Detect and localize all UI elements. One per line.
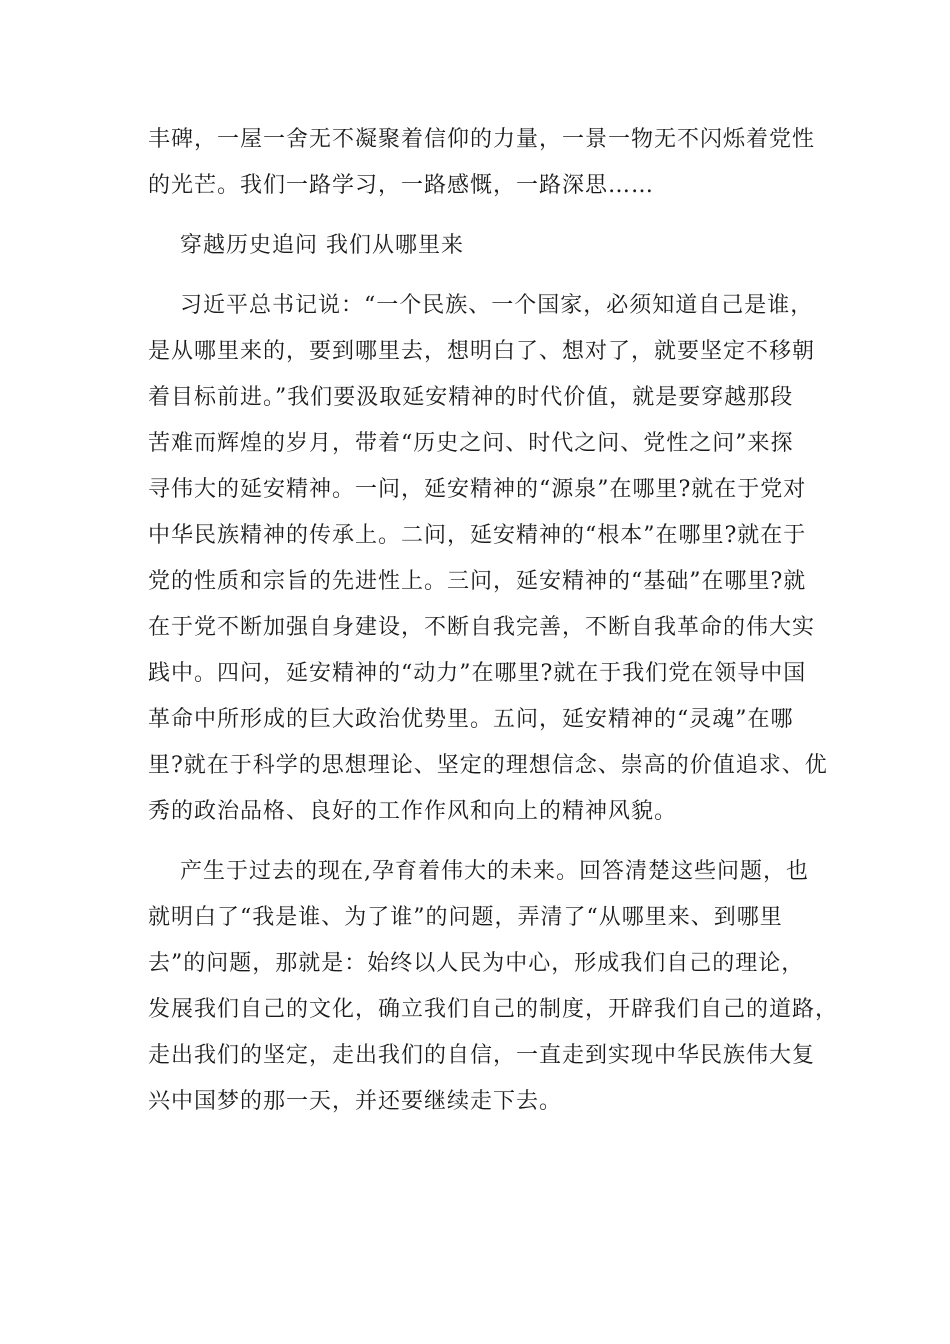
section-heading (148, 233, 808, 259)
text-line: 走出我们的坚定，走出我们的自信，一直走到实现中华民族伟大复 (148, 1043, 816, 1068)
text-line: 践中。四问，延安精神的“动力”在哪里?就在于我们党在领导中国 (148, 661, 807, 686)
text-line: 苦难而辉煌的岁月，带着“历史之问、时代之问、党性之问”来探 (148, 431, 794, 456)
text-line: 着目标前进。”我们要汲取延安精神的时代价值，就是要穿越那段 (148, 385, 794, 410)
paragraph-intro (148, 127, 816, 199)
text-line: 中华民族精神的传承上。二问，延安精神的“根本”在哪里?就在于 (148, 523, 807, 548)
document-body (148, 127, 839, 1115)
text-line: 产生于过去的现在,孕育着伟大的未来。回答清楚这些问题，也 (180, 859, 809, 884)
text-line: 就明白了“我是谁、为了谁”的问题，弄清了“从哪里来、到哪里 (148, 905, 783, 930)
text-line: 在于党不断加强自身建设，不断自我完善，不断自我革命的伟大实 (148, 615, 816, 640)
text-line: 秀的政治品格、良好的工作作风和向上的精神风貌。 (148, 799, 678, 824)
text-line: 寻伟大的延安精神。一问，延安精神的“源泉”在哪里?就在于党对 (148, 477, 807, 502)
paragraph-2 (148, 293, 828, 825)
text-line: 兴中国梦的那一天，并还要继续走下去。 (148, 1089, 563, 1114)
text-line: 发展我们自己的文化，确立我们自己的制度，开辟我们自己的道路， (148, 997, 839, 1022)
text-line: 的光芒。我们一路学习，一路感慨，一路深思…… (148, 173, 655, 198)
text-line: 丰碑，一屋一舍无不凝聚着信仰的力量，一景一物无不闪烁着党性 (148, 127, 816, 152)
text-line: 去”的问题，那就是：始终以人民为中心，形成我们自己的理论， (148, 951, 805, 976)
text-line: 党的性质和宗旨的先进性上。三问，延安精神的“基础”在哪里?就 (148, 569, 807, 594)
text-line: 革命中所形成的巨大政治优势里。五问，延安精神的“灵魂”在哪 (148, 707, 794, 732)
text-line: 习近平总书记说：“一个民族、一个国家，必须知道自己是谁， (180, 293, 814, 318)
paragraph-3 (148, 859, 839, 1115)
heading-text: 穿越历史追问 我们从哪里来 (180, 233, 464, 258)
text-line: 里?就在于科学的思想理论、坚定的理想信念、崇高的价值追求、优 (148, 753, 828, 778)
text-line: 是从哪里来的，要到哪里去，想明白了、想对了，就要坚定不移朝 (148, 339, 816, 364)
